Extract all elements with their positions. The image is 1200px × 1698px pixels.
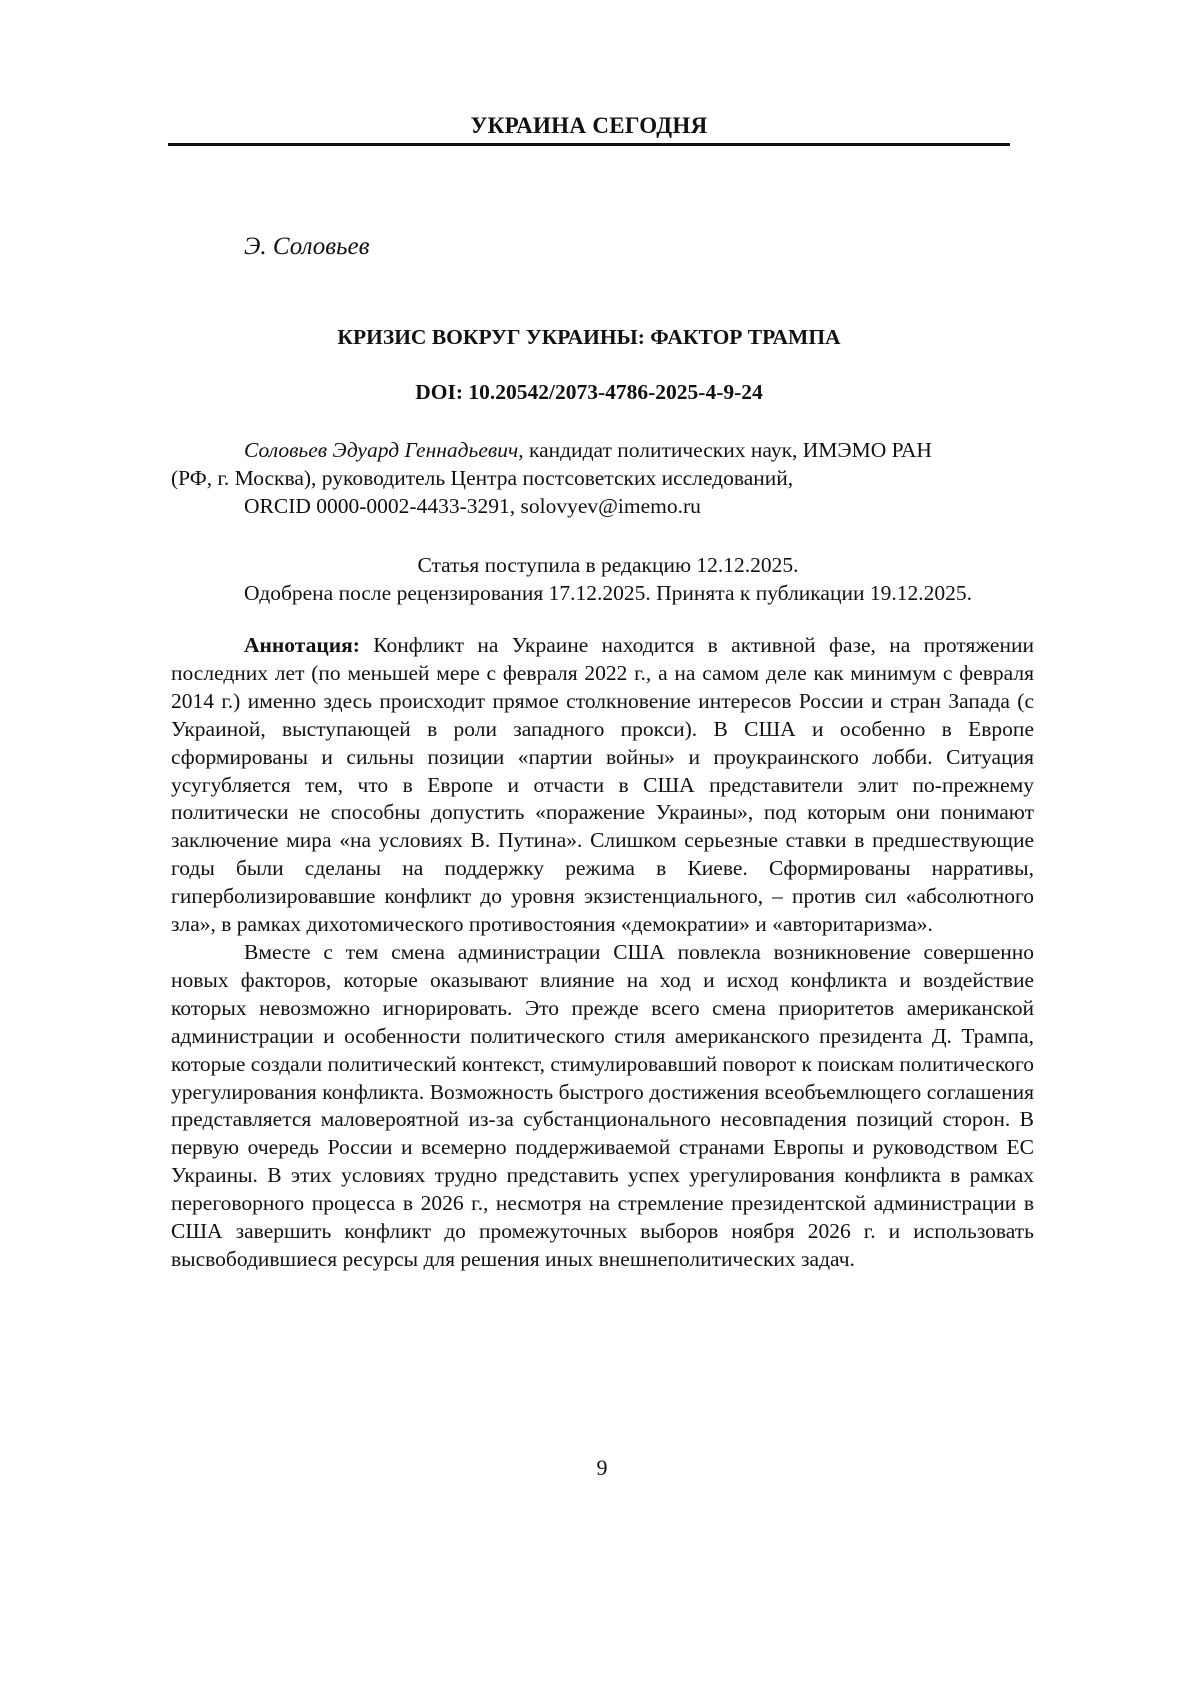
- author-info-line-2: (РФ, г. Москва), руководитель Центра постсоветских исследований,: [171, 466, 794, 490]
- abstract-paragraph-2: Вместе с тем смена администрации США повлекла возникновение совершенно новых факторов, которые оказывают влияние на ход и исход конфликта и воздействие которых невозможно игнорировать. Это прежде всего смена приоритетов американской администрации и особенности политического стиля американского президента Д. Трампа, которые создали политический контекст, стимулировавший поворот к поискам политического урегулирования конфликта. Возможность быстрого достижения всеобъемлющего соглашения представляется маловероятной из-за субстанционального несовпадения позиций сторон. В первую очередь России и всемерно поддерживаемой странами Европы и руководством ЕС Украины. В этих условиях трудно представить успех урегулирования конфликта в рамках переговорного процесса в 2026 г., несмотря на стремление президентской администрации в США завершить конфликт до промежуточных выборов ноября 2026 г. и использовать высвободившиеся ресурсы для решения иных внешнеполитических задач.: [171, 939, 1034, 1271]
- abstract: [171, 632, 1034, 1274]
- received-date: Статья поступила в редакцию 12.12.2025.: [417, 553, 799, 577]
- header-rule: [168, 143, 1010, 146]
- author-orcid-email: ORCID 0000-0002-4433-3291, solovyev@imemo.ru: [244, 494, 701, 518]
- author-info-line-1: [171, 436, 1031, 464]
- abstract-paragraph-1: [171, 632, 1034, 939]
- abstract-paragraph-1-text: Конфликт на Украине находится в активной фазе, на протяжении последних лет (по меньшей мере с февраля 2022 г., а на самом деле как минимум с февраля 2014 г.) именно здесь происходит прямое столкновение интересов России и стран Запада (с Украиной, выступающей в роли западного прокси). В США и особенно в Европе сформированы и сильны позиции «партии войны» и проукраинского лобби. Ситуация усугубляется тем, что в Европе и отчасти в США представители элит по-прежнему политически не способны допустить «поражение Украины», под которым они понимают заключение мира «на условиях В. Путина». Слишком серьезные ставки в предшествующие годы были сделаны на поддержку режима в Киеве. Сформированы нарративы, гиперболизировавшие конфликт до уровня экзистенциального, – против сил «абсолютного зла», в рамках дихотомического противостояния «демократии» и «авторитаризма».: [171, 633, 1034, 937]
- abstract-label: Аннотация:: [244, 633, 360, 657]
- author-full-name: Соловьев Эдуард Геннадьевич: [244, 438, 519, 462]
- author-affiliation: , кандидат политических наук, ИМЭМО РАН: [518, 438, 932, 462]
- page-number: 9: [596, 1455, 608, 1480]
- author-short-name: Э. Соловьев: [244, 233, 370, 260]
- approved-accepted-dates: Одобрена после рецензирования 17.12.2025. Принята к публикации 19.12.2025.: [244, 581, 972, 605]
- running-head: УКРАИНА СЕГОДНЯ: [470, 113, 708, 138]
- article-title: КРИЗИС ВОКРУГ УКРАИНЫ: ФАКТОР ТРАМПА: [337, 325, 841, 349]
- author-info: [171, 436, 1031, 520]
- article-dates: [168, 551, 1048, 607]
- doi: DOI: 10.20542/2073-4786-2025-4-9-24: [415, 380, 763, 404]
